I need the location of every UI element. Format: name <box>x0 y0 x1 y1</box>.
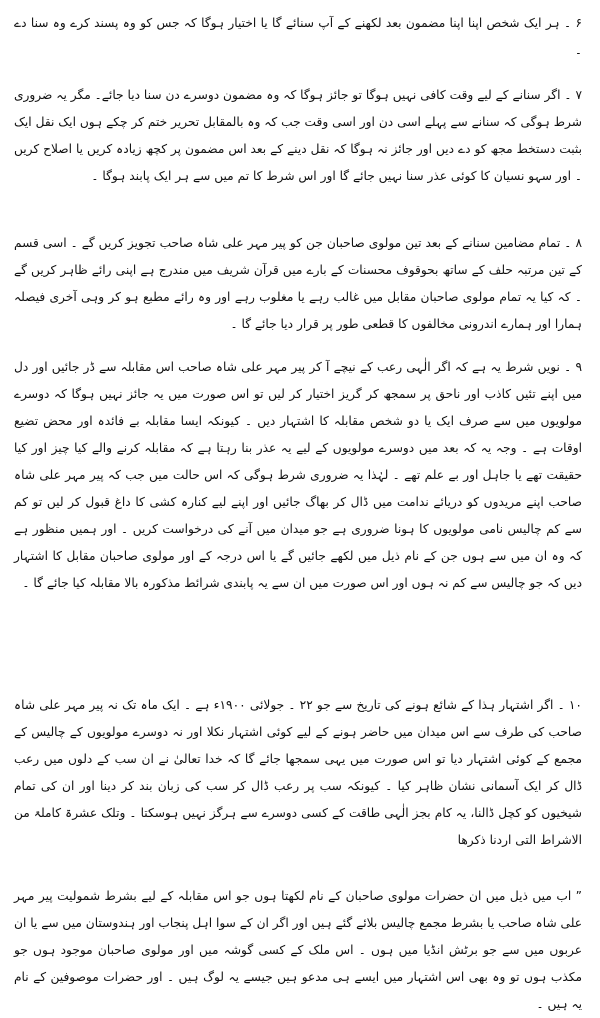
paragraph-6: ۶ ۔ ہر ایک شخص اپنا اپنا مضمون بعد لکھنے کے آپ سنائے گا یا اختیار ہوگا کہ جس کو وہ پسند کرے وہ سنا دے ۔ <box>14 16 582 57</box>
paragraph-9: ۹ ۔ نویں شرط یہ ہے کہ اگر الٰہی رعب کے نیچے آ کر پیر مہر علی شاہ صاحب اس مقابلہ سے ڈر جائیں اور دل میں اپنے تئیں کاذب اور ناحق پر سمجھ کر گریز اختیار کر لیں تو اس صورت میں یہ جائز نہیں ہوگا کہ دوسرے مولویوں میں سے صرف ایک یا دو شخص مقابلہ کا اشتہار دیں ۔ کیونکہ ایسا مقابلہ بے فائدہ اور محض تضیع اوقات ہے ۔ وجہ یہ کہ بعد میں دوسرے مولویوں کے لیے یہ عذر بنا رہتا ہے کہ مقابلہ کرنے والے کیا چیز اور کیا حقیقت تھے یا جاہل اور بے علم تھے ۔ لہٰذا یہ ضروری شرط ہوگی کہ اس حالت میں جب کہ پیر مہر علی شاہ صاحب اپنے مریدوں کو دریائے ندامت میں ڈال کر بھاگ جائیں اور اپنے لیے کنارہ کشی کا داغ قبول کر لیں تو کم سے کم چالیس نامی مولویوں کا ہونا ضروری ہے جو میدان میں آنے کی درخواست کریں ۔ اور ہمیں منظور ہے کہ وہ ان میں سے ہوں جن کے نام ذیل میں لکھے جائیں گے یا اس درجہ کے اور مولوی صاحبان مقابل کا اشتہار دیں کہ جو چالیس سے کم نہ ہوں اور اس صورت میں ان سے یہ پابندی شرائط مذکورہ بالا مقابلہ کیا جائے گا ۔ <box>14 360 582 590</box>
paragraph-10: ۱۰ ۔ اگر اشتہار ہذا کے شائع ہونے کی تاریخ سے جو ۲۲ ۔ جولائی ۱۹۰۰ء ہے ۔ ایک ماہ تک نہ پیر مہر علی شاہ صاحب کی طرف سے اس میدان میں حاضر ہونے کے لیے کوئی اشتہار نکلا اور نہ دوسرے مولویوں کے چالیس کے مجمع کے کوئی اشتہار دیا تو اس صورت میں یہی سمجھا جائے گا کہ خدا تعالیٰ نے ان سب کے دلوں میں رعب ڈال کر ایک آسمانی نشان ظاہر کیا ۔ کیونکہ سب پر رعب ڈال کر سب کی زبان بند کر دینا اور ان کی تمام شیخیوں کو کچل ڈالنا، یہ کام بجز الٰہی طاقت کے کسی دوسرے سے ہرگز نہیں ہوسکتا ۔ وتلک عشرۃ کاملۃ من الاشراط التی اردنا ذکرھا <box>14 698 582 847</box>
paragraph-11: ” اب میں ذیل میں ان حضرات مولوی صاحبان کے نام لکھتا ہوں جو اس مقابلہ کے لیے بشرط شمولیت پیر مہر علی شاہ صاحب یا بشرط مجمع چالیس بلائے گئے ہیں اور اگر ان کے سوا اہل پنجاب اور ہندوستان میں سے یا ان عربوں میں سے جو برٹش انڈیا میں ہوں ۔ اس ملک کے کسی گوشہ میں اور مولوی صاحبان موجود ہوں جو مکذب ہوں تو وہ بھی اس اشتہار میں ایسے ہی مدعو ہیں جیسے یہ لوگ ہیں ۔ اور حضرات موصوفین کے نام یہ ہیں ۔ <box>14 889 582 1011</box>
paragraph-8: ۸ ۔ تمام مضامین سنانے کے بعد تین مولوی صاحبان جن کو پیر مہر علی شاہ صاحب تجویز کریں گے ۔ اسی قسم کے تین مرتبہ حلف کے ساتھ بحوقوف محسنات کے بارے میں قرآن شریف میں مندرج ہے اپنی رائے ظاہر کریں گے ۔ کہ کیا یہ تمام مولوی صاحبان مقابل میں غالب رہے یا مغلوب رہے اور وہ رائے مطبع ہو کر وہی آخری فیصلہ ہمارا اور ہمارے اندرونی مخالفوں کا قطعی طور پر قرار دیا جائے گا ۔ <box>14 236 582 331</box>
paragraph-7: ۷ ۔ اگر سنانے کے لیے وقت کافی نہیں ہوگا تو جائز ہوگا کہ وہ مضمون دوسرے دن سنا دیا جائے۔ مگر یہ ضروری شرط ہوگی کہ سنانے سے پہلے اسی دن اور اسی وقت جب کہ وہ بالمقابل تحریر ختم کر چکے ہوں ایک نقل ایک بثبت دستخط مجھ کو دے دیں اور جائز نہ ہوگا کہ نقل دینے کے بعد اس مضمون پر کچھ زیادہ کریں یا اصلاح کریں ۔ اور سہو نسیان کا کوئی عذر سنا نہیں جائے گا اور اس شرط کا تم میں سے ہر ایک پابند ہوگا ۔ <box>14 88 582 183</box>
